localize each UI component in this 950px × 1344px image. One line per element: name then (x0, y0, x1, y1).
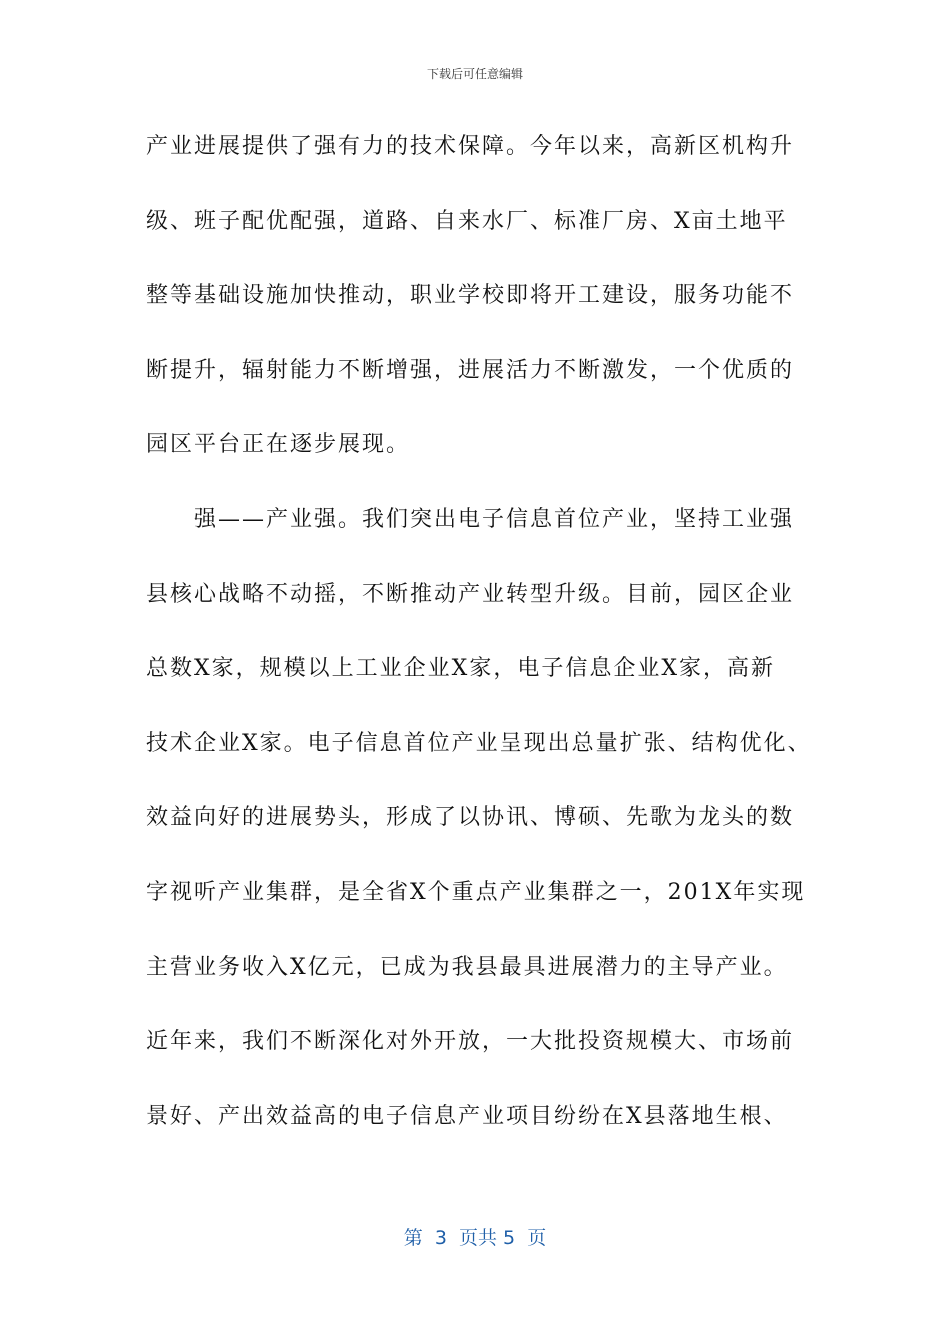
body-line: 景好、产出效益高的电子信息产业项目纷纷在X县落地生根、 (146, 1103, 788, 1129)
body-line: 近年来，我们不断深化对外开放，一大批投资规模大、市场前 (146, 1029, 795, 1055)
body-line: 主营业务收入X亿元，已成为我县最具进展潜力的主导产业。 (146, 954, 788, 980)
page-number-footer: 第 3 页共 5 页 (403, 1227, 547, 1249)
body-line: 总数X家，规模以上工业企业X家，电子信息企业X家，高新 (146, 656, 775, 682)
body-line: 断提升，辐射能力不断增强，进展活力不断激发，一个优质的 (146, 357, 795, 383)
body-line: 字视听产业集群，是全省X个重点产业集群之一，201X年实现 (146, 879, 806, 905)
body-line: 园区平台正在逐步展现。 (146, 432, 411, 458)
page-header: 下载后可任意编辑 (426, 67, 523, 81)
body-line: 技术企业X家。电子信息首位产业呈现出总量扩张、结构优化、 (146, 730, 812, 756)
body-line: 整等基础设施加快推动，职业学校即将开工建设，服务功能不 (146, 283, 795, 309)
body-line: 效益向好的进展势头，形成了以协讯、博硕、先歌为龙头的数 (146, 805, 795, 831)
body-line: 县核心战略不动摇，不断推动产业转型升级。目前，园区企业 (146, 581, 795, 607)
paragraph-start-line: 强——产业强。我们突出电子信息首位产业，坚持工业强 (194, 506, 795, 532)
document-body (146, 122, 812, 1166)
body-line: 产业进展提供了强有力的技术保障。今年以来，高新区机构升 (146, 134, 795, 159)
body-line: 级、班子配优配强，道路、自来水厂、标准厂房、X亩土地平 (146, 208, 788, 234)
